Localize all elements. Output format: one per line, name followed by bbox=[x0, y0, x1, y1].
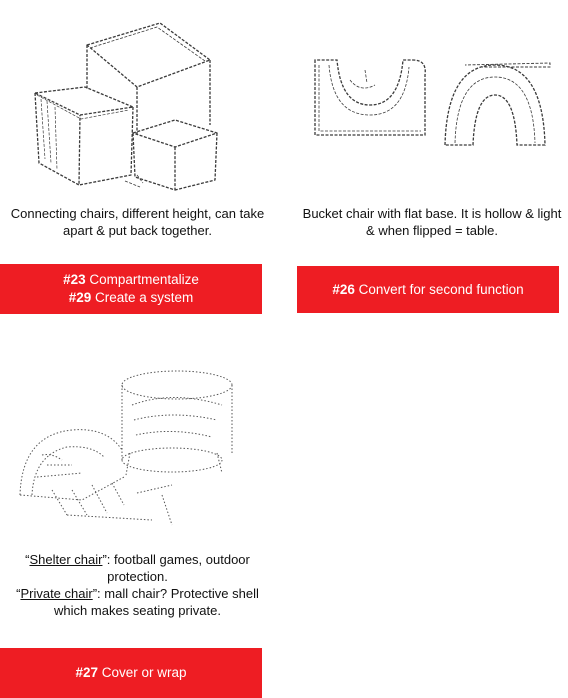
principle-label: Cover or wrap bbox=[98, 665, 187, 680]
caption-line: “Private chair”: mall chair? Protective shell bbox=[16, 586, 259, 601]
caption-line: which makes seating private. bbox=[54, 603, 221, 618]
principle-banner-23-29 bbox=[0, 264, 262, 314]
term-private-chair: Private chair bbox=[20, 586, 93, 601]
principle-label: Convert for second function bbox=[354, 281, 524, 297]
principle-label: Create a system bbox=[91, 290, 194, 305]
caption-line: protection. bbox=[107, 569, 168, 584]
principle-23 bbox=[63, 271, 199, 289]
caption-shelter-chair bbox=[0, 551, 275, 619]
bucket-chair-table-sketch bbox=[305, 55, 560, 155]
shelter-chair-sketch bbox=[12, 365, 262, 535]
principle-27 bbox=[75, 664, 186, 682]
principle-number: #27 bbox=[75, 665, 98, 680]
stacked-cube-chairs-sketch bbox=[25, 15, 235, 195]
principle-banner-26 bbox=[297, 266, 559, 313]
caption-line: Connecting chairs, different height, can take bbox=[10, 206, 265, 221]
principle-number: #29 bbox=[68, 290, 92, 305]
principle-banner-27 bbox=[0, 648, 262, 698]
caption-line: apart & put back together. bbox=[63, 223, 212, 238]
principle-26 bbox=[332, 281, 523, 299]
caption-bucket-chair bbox=[296, 205, 568, 239]
principle-number: #26 bbox=[332, 281, 355, 297]
caption-line: “Shelter chair”: football games, outdoor bbox=[25, 552, 250, 567]
principle-number: #23 bbox=[63, 272, 86, 287]
caption-compartment-chairs bbox=[0, 205, 275, 239]
term-shelter-chair: Shelter chair bbox=[29, 552, 103, 567]
caption-line: & when flipped = table. bbox=[366, 223, 498, 238]
caption-line: Bucket chair with flat base. It is hollow & light bbox=[302, 206, 562, 221]
principle-label: Compartmentalize bbox=[85, 272, 199, 287]
principle-29 bbox=[69, 289, 194, 307]
